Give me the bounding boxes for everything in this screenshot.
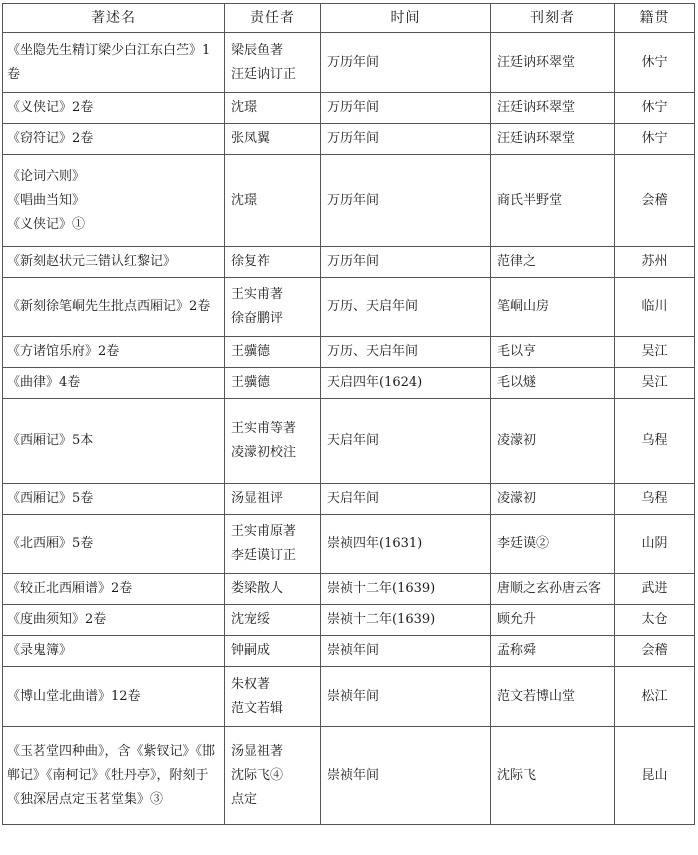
cell-responsible-person: 沈璟 [225, 155, 321, 247]
table-row [3, 337, 695, 368]
cell-book-title: 《西厢记》5卷 [3, 484, 225, 515]
cell-native-place: 昆山 [615, 727, 695, 825]
table-row [3, 278, 695, 337]
cell-time: 万历、天启年间 [321, 337, 491, 368]
cell-book-title: 《较正北西厢谱》2卷 [3, 574, 225, 605]
cell-responsible-person: 徐复祚 [225, 247, 321, 278]
cell-native-place: 临川 [615, 278, 695, 337]
cell-native-place: 松江 [615, 667, 695, 727]
table-row [3, 574, 695, 605]
cell-responsible-person: 娄梁散人 [225, 574, 321, 605]
table-row [3, 636, 695, 667]
cell-native-place: 武进 [615, 574, 695, 605]
cell-book-title: 《义侠记》2卷 [3, 93, 225, 124]
cell-publisher: 顾允升 [491, 605, 615, 636]
cell-native-place: 吴江 [615, 337, 695, 368]
cell-responsible-person: 钟嗣成 [225, 636, 321, 667]
table-header-row [3, 4, 695, 33]
cell-time: 崇祯四年(1631) [321, 515, 491, 574]
cell-book-title: 《窃符记》2卷 [3, 124, 225, 155]
cell-native-place: 吴江 [615, 368, 695, 399]
table-row [3, 124, 695, 155]
cell-native-place: 会稽 [615, 636, 695, 667]
cell-book-title: 《北西厢》5卷 [3, 515, 225, 574]
cell-time: 天启四年(1624) [321, 368, 491, 399]
cell-time: 天启年间 [321, 399, 491, 484]
cell-responsible-person: 王实甫著 徐奋鹏评 [225, 278, 321, 337]
cell-responsible-person: 沈璟 [225, 93, 321, 124]
cell-responsible-person: 王骥德 [225, 368, 321, 399]
cell-book-title: 《曲律》4卷 [3, 368, 225, 399]
cell-publisher: 毛以亨 [491, 337, 615, 368]
cell-publisher: 汪廷讷环翠堂 [491, 124, 615, 155]
cell-book-title: 《博山堂北曲谱》12卷 [3, 667, 225, 727]
table-body [3, 33, 695, 825]
table-row [3, 399, 695, 484]
cell-time: 崇祯十二年(1639) [321, 605, 491, 636]
cell-publisher: 商氏半野堂 [491, 155, 615, 247]
cell-book-title: 《玉茗堂四种曲》，含《紫钗记》《邯郸记》《南柯记》《牡丹亭》，附刻于《独深居点定玉茗堂集》③ [3, 727, 225, 825]
cell-book-title: 《方诸馆乐府》2卷 [3, 337, 225, 368]
table-row [3, 667, 695, 727]
cell-native-place: 休宁 [615, 124, 695, 155]
cell-native-place: 会稽 [615, 155, 695, 247]
cell-responsible-person: 汤显祖著 沈际飞④ 点定 [225, 727, 321, 825]
cell-time: 万历、天启年间 [321, 278, 491, 337]
cell-responsible-person: 王实甫原著 李廷谟订正 [225, 515, 321, 574]
cell-time: 天启年间 [321, 484, 491, 515]
cell-publisher: 孟称舜 [491, 636, 615, 667]
cell-publisher: 汪廷讷环翠堂 [491, 93, 615, 124]
cell-time: 崇祯年间 [321, 636, 491, 667]
cell-publisher: 毛以燧 [491, 368, 615, 399]
cell-time: 万历年间 [321, 33, 491, 93]
header-responsible-person: 责任者 [225, 4, 321, 33]
bibliography-table [2, 3, 695, 825]
table-row [3, 247, 695, 278]
cell-native-place: 太仓 [615, 605, 695, 636]
table-row [3, 484, 695, 515]
cell-book-title: 《西厢记》5本 [3, 399, 225, 484]
cell-responsible-person: 王实甫等著 凌濛初校注 [225, 399, 321, 484]
cell-book-title: 《新刻赵状元三错认红黎记》 [3, 247, 225, 278]
cell-native-place: 苏州 [615, 247, 695, 278]
cell-book-title: 《坐隐先生精订梁少白江东白苎》1卷 [3, 33, 225, 93]
cell-native-place: 休宁 [615, 33, 695, 93]
cell-responsible-person: 张凤翼 [225, 124, 321, 155]
cell-book-title: 《新刻徐笔峒先生批点西厢记》2卷 [3, 278, 225, 337]
cell-publisher: 范文若博山堂 [491, 667, 615, 727]
cell-time: 崇祯年间 [321, 667, 491, 727]
cell-time: 崇祯十二年(1639) [321, 574, 491, 605]
table-row [3, 727, 695, 825]
cell-responsible-person: 梁辰鱼著 汪廷讷订正 [225, 33, 321, 93]
cell-publisher: 笔峒山房 [491, 278, 615, 337]
cell-responsible-person: 汤显祖评 [225, 484, 321, 515]
cell-publisher: 汪廷讷环翠堂 [491, 33, 615, 93]
cell-time: 崇祯年间 [321, 727, 491, 825]
cell-native-place: 休宁 [615, 93, 695, 124]
cell-publisher: 李廷谟② [491, 515, 615, 574]
cell-book-title: 《录鬼簿》 [3, 636, 225, 667]
cell-publisher: 凌濛初 [491, 399, 615, 484]
cell-publisher: 凌濛初 [491, 484, 615, 515]
cell-native-place: 乌程 [615, 484, 695, 515]
header-native-place: 籍贯 [615, 4, 695, 33]
header-publisher: 刊刻者 [491, 4, 615, 33]
table-row [3, 33, 695, 93]
cell-native-place: 山阴 [615, 515, 695, 574]
cell-publisher: 范律之 [491, 247, 615, 278]
table-row [3, 155, 695, 247]
cell-book-title: 《度曲须知》2卷 [3, 605, 225, 636]
cell-time: 万历年间 [321, 93, 491, 124]
table-row [3, 93, 695, 124]
cell-time: 万历年间 [321, 247, 491, 278]
table-row [3, 605, 695, 636]
cell-responsible-person: 沈宠绥 [225, 605, 321, 636]
cell-time: 万历年间 [321, 124, 491, 155]
cell-book-title: 《论词六则》 《唱曲当知》 《义侠记》① [3, 155, 225, 247]
cell-publisher: 沈际飞 [491, 727, 615, 825]
cell-publisher: 唐顺之玄孙唐云客 [491, 574, 615, 605]
cell-native-place: 乌程 [615, 399, 695, 484]
cell-time: 万历年间 [321, 155, 491, 247]
header-book-title: 著述名 [3, 4, 225, 33]
cell-responsible-person: 王骥德 [225, 337, 321, 368]
cell-responsible-person: 朱权著 范文若辑 [225, 667, 321, 727]
table-row [3, 515, 695, 574]
header-time: 时间 [321, 4, 491, 33]
table-row [3, 368, 695, 399]
